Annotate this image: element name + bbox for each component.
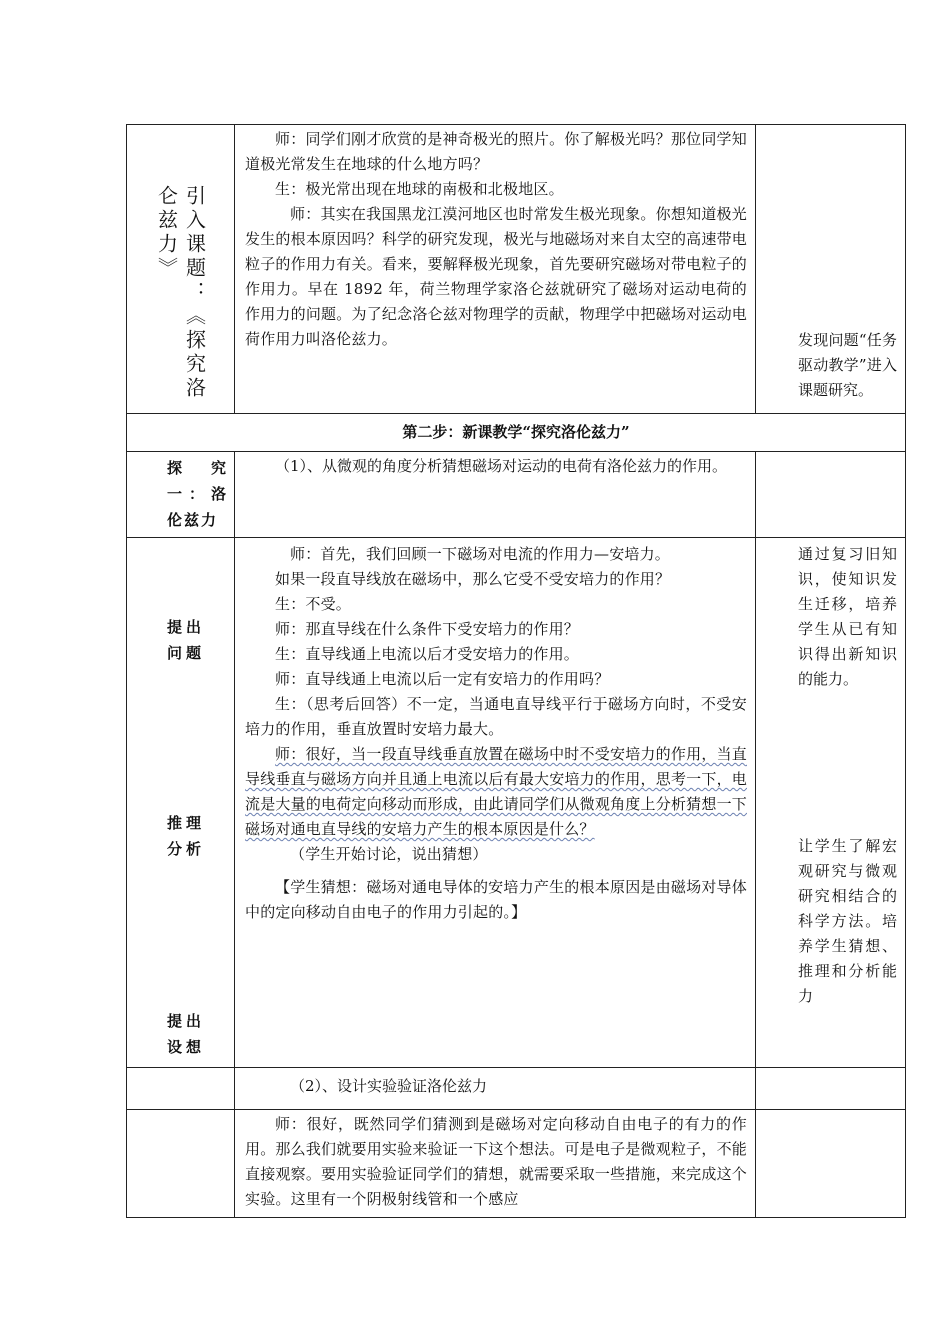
intro-note: 发现问题“任务驱动教学”进入课题研究。: [798, 331, 897, 399]
label-hypothesis: 提出设想: [167, 1012, 206, 1056]
label-reasoning: 推理分析: [167, 814, 206, 858]
lesson-plan-table: [126, 124, 906, 1218]
table-row-step2: [127, 414, 906, 452]
intro-content-cell: [235, 125, 756, 414]
table-row-intro: [127, 125, 906, 414]
table-row-explore: [127, 452, 906, 538]
last-text: 师：很好，既然同学们猜测到是磁场对定向移动自由电子的有力的作用。那么我们就要用实验来验证一下这个想法。可是电子是微观粒子，不能直接观察。要用实验验证同学们的猜想，就需要采取一些措施，来完成这个实验。这里有一个阴极射线管和一个感应: [245, 1115, 747, 1208]
main-content-cell: [235, 538, 756, 1068]
last-label-cell: [127, 1110, 235, 1218]
intro-line-3: 师：其实在我国黑龙江漠河地区也时常发生极光现象。你想知道极光发生的根本原因吗？科学的研究发现，极光与地磁场对来自太空的高速带电粒子的作用力有关。看来，要解释极光现象，首先要研究磁场对带电粒子的作用力。早在 1892 年，荷兰物理学家洛仑兹就研究了磁场对运动电荷的作用力的问题。为了纪念洛仑兹对物理学的贡献，物理学中把磁场对运动电荷作用力叫洛伦兹力。: [245, 205, 747, 348]
main-note-1: 通过复习旧知识，使知识发生迁移，培养学生从已有知识得出新知识的能力。: [798, 545, 897, 688]
intro-line-2: 生：极光常出现在地球的南极和北极地区。: [275, 180, 564, 198]
explore-label: 探究一：洛伦兹力: [127, 452, 235, 538]
last-content-cell: [235, 1110, 756, 1218]
table-row-main: [127, 538, 906, 1068]
table-row-last: [127, 1110, 906, 1218]
design-content-cell: [235, 1068, 756, 1110]
step2-heading: 第二步：新课教学“探究洛伦兹力”: [127, 414, 906, 452]
main-line-4: 师：那直导线在什么条件下受安培力的作用？: [275, 620, 580, 638]
design-note-cell: [756, 1068, 906, 1110]
explore-note-cell: [756, 452, 906, 538]
intro-note-cell: [756, 125, 906, 414]
design-text: （2）、设计实验验证洛伦兹力: [290, 1077, 488, 1095]
main-note-cell: [756, 538, 906, 1068]
table-row-design: [127, 1068, 906, 1110]
main-line-10: 【学生猜想：磁场对通电导体的安培力产生的根本原因是由磁场对导体中的定向移动自由电子的作用力引起的。】: [245, 878, 747, 921]
main-line-6: 师：直导线通上电流以后一定有安培力的作用吗？: [275, 670, 610, 688]
main-line-3: 生：不受。: [275, 595, 352, 613]
explore-content-cell: [235, 452, 756, 538]
main-note-2: 让学生了解宏观研究与微观研究相结合的科学方法。培养学生猜想、推理和分析能力: [798, 837, 897, 1005]
main-line-2: 如果一段直导线放在磁场中，那么它受不受安培力的作用？: [275, 570, 671, 588]
main-line-9: （学生开始讨论，说出猜想）: [290, 845, 488, 863]
main-line-8: 师：很好，当一段直导线垂直放置在磁场中时不受安培力的作用，当直导线垂直与磁场方向并且通上电流以后有最大安培力的作用，思考一下，电流是大量的电荷定向移动而形成，由此请同学们从微观角度上分析猜想一下磁场对通电直导线的安培力产生的根本原因是什么？: [245, 745, 747, 838]
main-line-1: 师：首先，我们回顾一下磁场对电流的作用力—安培力。: [290, 545, 671, 563]
design-label-cell: [127, 1068, 235, 1110]
main-line-7: 生：（思考后回答）不一定，当通电直导线平行于磁场方向时，不受安培力的作用，垂直放置时安培力最大。: [245, 695, 747, 738]
intro-vertical-label: 引入课题：《探究洛仑兹力》: [154, 185, 207, 401]
intro-label-cell: [127, 125, 235, 414]
explore-text: （1）、从微观的角度分析猜想磁场对运动的电荷有洛伦兹力的作用。: [275, 457, 728, 475]
last-note-cell: [756, 1110, 906, 1218]
main-line-5: 生：直导线通上电流以后才受安培力的作用。: [275, 645, 580, 663]
label-raise-question: 提出问题: [167, 618, 206, 662]
main-label-cell: [127, 538, 235, 1068]
intro-line-1: 师：同学们刚才欣赏的是神奇极光的照片。你了解极光吗？那位同学知道极光常发生在地球的什么地方吗？: [245, 130, 747, 173]
